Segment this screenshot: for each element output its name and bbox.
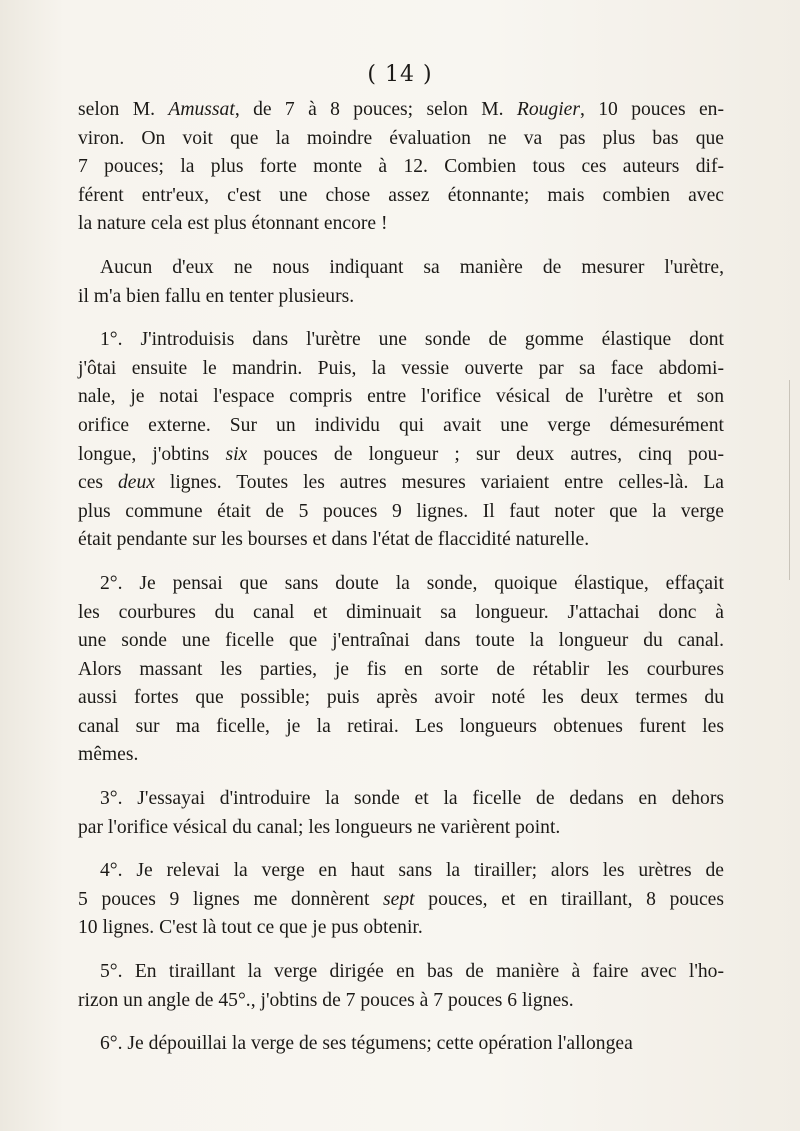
text-line [78, 914, 724, 943]
paragraph [78, 96, 724, 239]
text-segment: , de 7 à 8 pouces; selon M. [234, 99, 517, 120]
text-segment: 7 pouces; la plus forte monte à 12. Combien tous ces auteurs dif- [78, 156, 724, 178]
text-line [78, 713, 724, 742]
text-segment: 5°. En tiraillant la verge dirigée en bas de manière à faire avec l'ho- [100, 961, 724, 983]
text-segment: par l'orifice vésical du canal; les longueurs ne varièrent point. [78, 816, 561, 838]
text-line [78, 210, 724, 239]
text-line [78, 684, 724, 713]
text-segment: orifice externe. Sur un individu qui avait une verge démesurément [78, 414, 724, 436]
text-segment: 2°. Je pensai que sans doute la sonde, quoique élastique, effaçait [100, 572, 724, 594]
text-line [78, 570, 724, 599]
text-segment: plus commune était de 5 pouces 9 lignes. Il faut noter que la verge [78, 500, 724, 522]
text-line [78, 283, 724, 312]
paragraph [78, 254, 724, 311]
paragraph [78, 958, 724, 1015]
text-line [78, 785, 724, 814]
text-line [78, 96, 724, 125]
text-line [78, 326, 724, 355]
text-segment: viron. On voit que la moindre évaluation ne va pas plus bas que [78, 127, 724, 149]
text-line [78, 599, 724, 628]
text-segment: pouces de longueur ; sur deux autres, cinq pou- [247, 443, 725, 465]
paragraph [78, 785, 724, 842]
text-segment: 6°. Je dépouillai la verge de ses tégumens; cette opération l'allongea [100, 1033, 633, 1055]
paragraph [78, 857, 724, 943]
paragraph [78, 1030, 724, 1059]
text-segment: 3°. J'essayai d'introduire la sonde et la ficelle de dedans en dehors [100, 788, 724, 810]
text-segment: canal sur ma ficelle, je la retirai. Les longueurs obtenues furent les [78, 715, 724, 737]
text-segment: pouces, et en tiraillant, 8 pouces [414, 888, 724, 910]
text-line [78, 441, 724, 470]
text-line [78, 498, 724, 527]
italic-text: six [225, 443, 248, 465]
text-segment: la nature cela est plus étonnant encore ! [78, 213, 388, 235]
text-segment: 5 pouces 9 lignes me donnèrent [78, 888, 384, 910]
text-line [78, 857, 724, 886]
text-line [78, 656, 724, 685]
text-segment: 4°. Je relevai la verge en haut sans la tirailler; alors les urètres de [100, 860, 724, 882]
text-segment: nale, je notai l'espace compris entre l'orifice vésical de l'urètre et son [78, 386, 724, 408]
text-segment: selon M. [78, 99, 169, 120]
text-segment: était pendante sur les bourses et dans l'état de flaccidité naturelle. [78, 529, 590, 551]
paragraph [78, 570, 724, 770]
italic-text: Rougier [516, 99, 580, 120]
text-segment: férent entr'eux, c'est une chose assez étonnante; mais combien avec [78, 184, 724, 206]
text-segment: mêmes. [78, 744, 139, 766]
text-line [78, 987, 724, 1016]
text-line [78, 1030, 724, 1059]
body-text [78, 96, 724, 1074]
text-line [78, 526, 724, 555]
text-segment: , 10 pouces en- [580, 99, 724, 120]
text-segment: il m'a bien fallu en tenter plusieurs. [78, 285, 355, 307]
text-line [78, 886, 724, 915]
text-segment: 1°. J'introduisis dans l'urètre une sonde de gomme élastique dont [100, 329, 724, 351]
text-segment: Alors massant les parties, je fis en sorte de rétablir les courbures [78, 658, 724, 680]
text-line [78, 741, 724, 770]
italic-text: Amussat [168, 99, 235, 120]
page-edge [781, 380, 790, 580]
text-segment: 10 lignes. C'est là tout ce que je pus obtenir. [78, 917, 423, 939]
text-line [78, 254, 724, 283]
text-segment: ces [78, 472, 118, 494]
text-segment: rizon un angle de 45°., j'obtins de 7 pouces à 7 pouces 6 lignes. [78, 989, 574, 1011]
text-line [78, 125, 724, 154]
text-line [78, 627, 724, 656]
paragraph [78, 326, 724, 555]
text-segment: lignes. Toutes les autres mesures variaient entre celles-là. La [154, 472, 724, 494]
italic-text: deux [117, 472, 155, 494]
text-line [78, 355, 724, 384]
text-line [78, 153, 724, 182]
text-segment: les courbures du canal et diminuait sa longueur. J'attachai donc à [78, 601, 724, 623]
text-segment: Aucun d'eux ne nous indiquant sa manière de mesurer l'urètre, [100, 256, 724, 278]
text-line [78, 814, 724, 843]
text-segment: j'ôtai ensuite le mandrin. Puis, la vessie ouverte par sa face abdomi- [78, 357, 724, 379]
text-line [78, 469, 724, 498]
italic-text: sept [383, 888, 415, 910]
text-segment: longue, j'obtins [78, 443, 226, 465]
text-segment: une sonde une ficelle que j'entraînai dans toute la longueur du canal. [78, 630, 724, 652]
page-number: ( 14 ) [367, 62, 433, 87]
text-line [78, 182, 724, 211]
text-line [78, 958, 724, 987]
text-line [78, 383, 724, 412]
text-segment: aussi fortes que possible; puis après avoir noté les deux termes du [78, 687, 724, 709]
text-line [78, 412, 724, 441]
